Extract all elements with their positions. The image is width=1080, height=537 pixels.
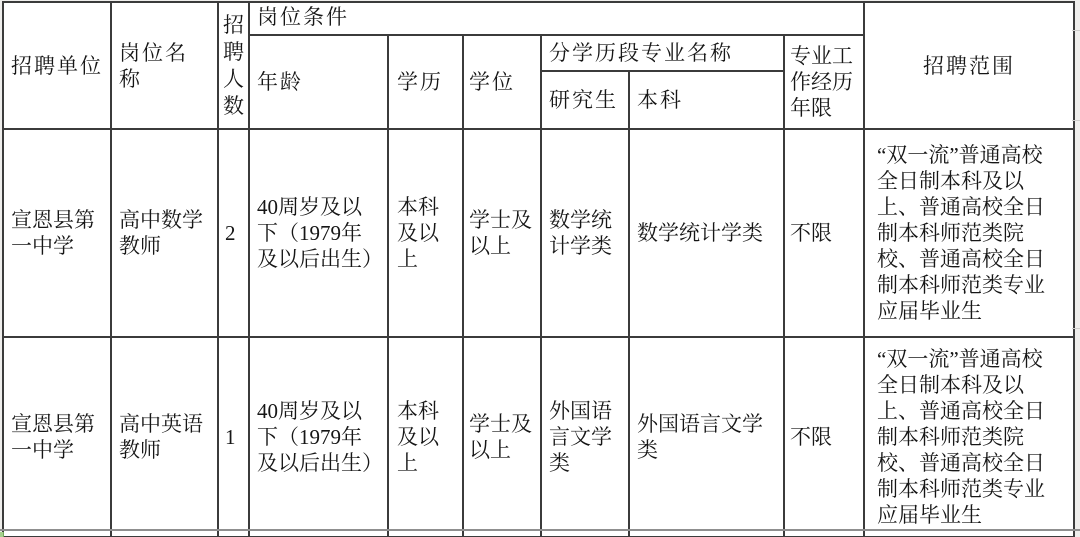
gridline-stub xyxy=(1072,30,1080,31)
selection-corner xyxy=(0,532,4,537)
header-row-1 xyxy=(3,2,1074,35)
cell-age: 40周岁及以下（1979年及以后出生） xyxy=(249,337,388,537)
cell-position-name: 高中数学教师 xyxy=(111,129,218,337)
cell-education: 本科及以上 xyxy=(388,129,463,337)
header-degree: 学位 xyxy=(463,35,541,129)
header-recruitment-scope: 招聘范围 xyxy=(864,2,1074,129)
header-education: 学历 xyxy=(388,35,463,129)
cell-headcount: 2 xyxy=(218,129,249,337)
header-age: 年龄 xyxy=(249,35,388,129)
table-row-math-teacher xyxy=(3,129,1074,337)
cell-position-name: 高中英语教师 xyxy=(111,337,218,537)
cell-recruitment-scope: “双一流”普通高校全日制本科及以上、普通高校全日制本科师范类院校、普通高校全日制本科师范类专业应届毕业生 xyxy=(864,337,1074,537)
header-major-undergraduate: 本科 xyxy=(629,71,784,129)
table-row-english-teacher xyxy=(3,337,1074,537)
header-position-name: 岗位名称 xyxy=(111,2,218,129)
cutoff-row-divider xyxy=(0,529,1080,531)
gridline-stub xyxy=(1072,120,1080,121)
header-group-major-by-level: 分学历段专业名称 xyxy=(541,35,784,71)
header-work-experience-years: 专业工作经历年限 xyxy=(784,35,864,129)
cell-recruiting-unit: 宣恩县第一中学 xyxy=(3,129,111,337)
header-group-position-conditions: 岗位条件 xyxy=(249,2,864,35)
header-major-graduate: 研究生 xyxy=(541,71,629,129)
gridline-stub xyxy=(1072,328,1080,329)
cell-degree: 学士及以上 xyxy=(463,129,541,337)
header-recruiting-unit: 招聘单位 xyxy=(3,2,111,129)
cell-degree: 学士及以上 xyxy=(463,337,541,537)
cell-work-experience-years: 不限 xyxy=(784,337,864,537)
cell-headcount: 1 xyxy=(218,337,249,537)
cell-major-graduate: 数学统计学类 xyxy=(541,129,629,337)
cell-recruiting-unit: 宣恩县第一中学 xyxy=(3,337,111,537)
cell-work-experience-years: 不限 xyxy=(784,129,864,337)
cell-education: 本科及以上 xyxy=(388,337,463,537)
cell-major-undergraduate: 数学统计学类 xyxy=(629,129,784,337)
cell-recruitment-scope: “双一流”普通高校全日制本科及以上、普通高校全日制本科师范类院校、普通高校全日制本科师范类专业应届毕业生 xyxy=(864,129,1074,337)
header-headcount: 招聘人数 xyxy=(218,2,249,129)
cell-major-undergraduate: 外国语言文学类 xyxy=(629,337,784,537)
cell-age: 40周岁及以下（1979年及以后出生） xyxy=(249,129,388,337)
recruitment-table xyxy=(2,1,1075,537)
cell-major-graduate: 外国语言文学类 xyxy=(541,337,629,537)
